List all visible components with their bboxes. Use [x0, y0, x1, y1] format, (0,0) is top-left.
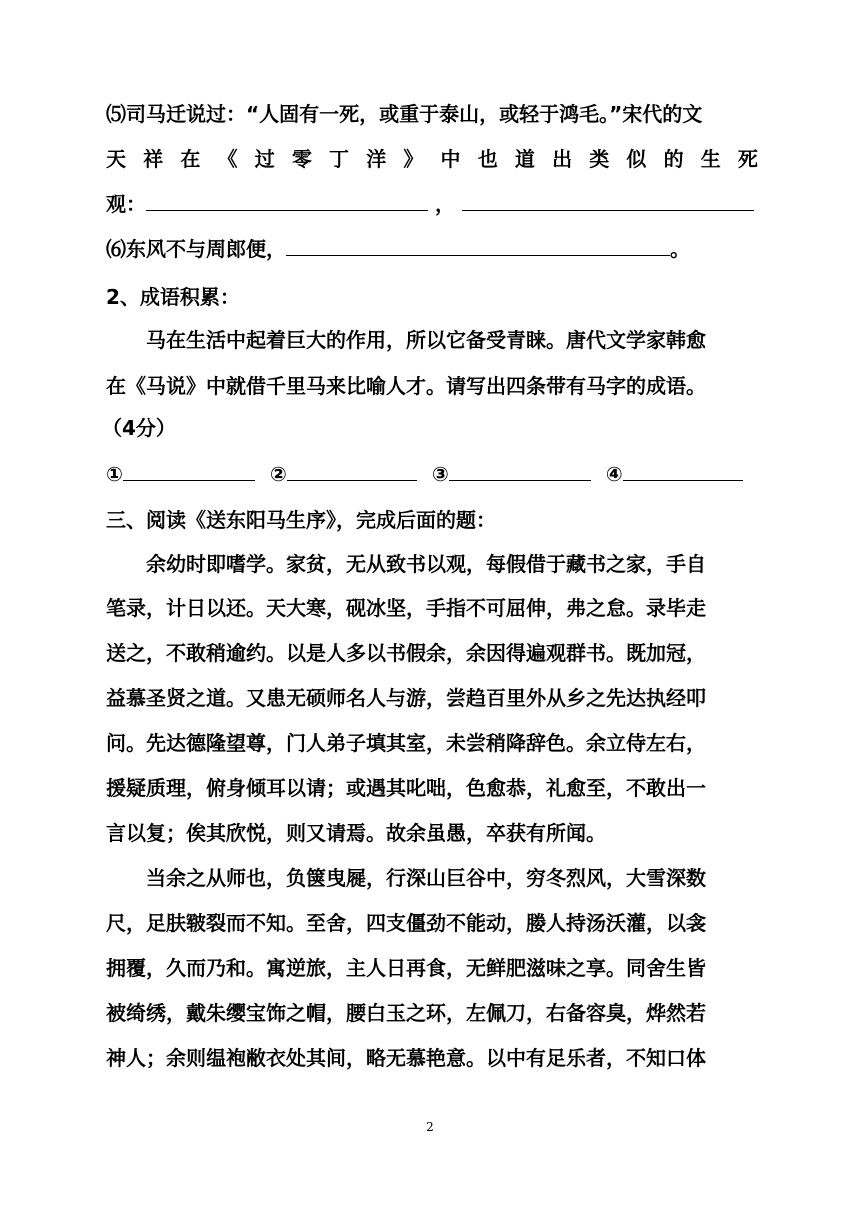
- q5-line-2-char: 》: [403, 147, 424, 171]
- passage-p1-line: 言以复；俟其欣悦，则又请焉。故余虽愚，卒获有所闻。: [106, 821, 606, 845]
- idiom-marker-1: ①: [106, 462, 123, 486]
- passage-p1-line: 送之，不敢稍逾约。以是人多以书假余，余因得遍观群书。既加冠，: [106, 641, 706, 665]
- idiom-marker-4: ④: [605, 462, 623, 486]
- section2-para-line-1: 马在生活中起着巨大的作用，所以它备受青睐。唐代文学家韩愈: [146, 328, 706, 352]
- idiom-blanks-row: [106, 460, 758, 488]
- section2-heading: 2、成语积累：: [106, 285, 240, 309]
- passage-p2-line: 当余之从师也，负箧曳屣，行深山巨谷中，穷冬烈风，大雪深数: [146, 866, 706, 890]
- q5-line-2-char: 在: [180, 147, 201, 171]
- passage-p2-line: 尺，足肤皲裂而不知。至舍，四支僵劲不能动，媵人持汤沃灌，以衾: [106, 911, 706, 935]
- q5-line-2-char: 中: [440, 147, 461, 171]
- passage-p2-line: 拥覆，久而乃和。寓逆旅，主人日再食，无鲜肥滋味之享。同舍生皆: [106, 956, 706, 980]
- q5-line-2-char: 祥: [143, 147, 164, 171]
- q6-prefix: ⑹东风不与周郎便，: [106, 237, 286, 261]
- q5-line-2: [106, 145, 758, 173]
- passage-p2-line: 神人；余则缊袍敝衣处其间，略无慕艳意。以中有足乐者，不知口体: [106, 1046, 706, 1070]
- q5-line-2-char: 零: [291, 147, 312, 171]
- q5-separator: ，: [435, 192, 455, 216]
- q5-line-2-char: 死: [737, 147, 758, 171]
- q6-line: [106, 235, 758, 263]
- passage-p1-line: 笔录，计日以还。天大寒，砚冰坚，手指不可屈伸，弗之怠。录毕走: [106, 596, 706, 620]
- section3-heading: 三、阅读《送东阳马生序》，完成后面的题：: [106, 508, 496, 532]
- idiom-marker-3: ③: [431, 462, 449, 486]
- q5-line-2-char: 洋: [366, 147, 387, 171]
- section2-para-line-2: 在《马说》中就借千里马来比喻人才。请写出四条带有马字的成语。: [106, 374, 706, 398]
- idiom-marker-2: ②: [269, 462, 287, 486]
- q5-answer-blank-1[interactable]: [146, 190, 428, 211]
- q5-prefix: 观：: [106, 192, 146, 216]
- page-number: 2: [426, 1120, 434, 1134]
- q5-line-2-char: 道: [514, 147, 535, 171]
- q5-line-2-char: 《: [217, 147, 238, 171]
- q6-answer-blank[interactable]: [286, 235, 670, 256]
- q6-suffix: 。: [670, 237, 690, 261]
- q5-line-2-char: 似: [626, 147, 647, 171]
- passage-p1-line: 余幼时即嗜学。家贫，无从致书以观，每假借于藏书之家，手自: [146, 552, 706, 576]
- passage-p1-line: 益慕圣贤之道。又患无硕师名人与游，尝趋百里外从乡之先达执经叩: [106, 686, 706, 710]
- q5-answer-blank-2[interactable]: [462, 190, 754, 211]
- q5-line-2-char: 丁: [329, 147, 350, 171]
- q5-line-2-char: 也: [477, 147, 498, 171]
- idiom-blank-3[interactable]: [449, 460, 591, 481]
- q5-line-2-char: 生: [700, 147, 721, 171]
- q5-line-3: [106, 190, 758, 218]
- idiom-blank-1[interactable]: [123, 460, 255, 481]
- passage-p1-line: 援疑质理，俯身倾耳以请；或遇其叱咄，色愈恭，礼愈至，不敢出一: [106, 776, 706, 800]
- section2-para-line-3: （4分）: [102, 416, 176, 440]
- q5-line-2-char: 的: [663, 147, 684, 171]
- q5-line-2-char: 出: [552, 147, 573, 171]
- q5-line-1: ⑸司马迁说过：“人固有一死，或重于泰山，或轻于鸿毛。”宋代的文: [106, 102, 703, 126]
- q5-line-2-char: 过: [254, 147, 275, 171]
- passage-p1-line: 问。先达德隆望尊，门人弟子填其室，未尝稍降辞色。余立侍左右，: [106, 731, 706, 755]
- idiom-blank-4[interactable]: [623, 460, 743, 481]
- idiom-blank-2[interactable]: [287, 460, 417, 481]
- passage-p2-line: 被绮绣，戴朱缨宝饰之帽，腰白玉之环，左佩刀，右备容臭，烨然若: [106, 1001, 706, 1025]
- q5-line-2-char: 类: [589, 147, 610, 171]
- q5-line-2-char: 天: [106, 147, 126, 171]
